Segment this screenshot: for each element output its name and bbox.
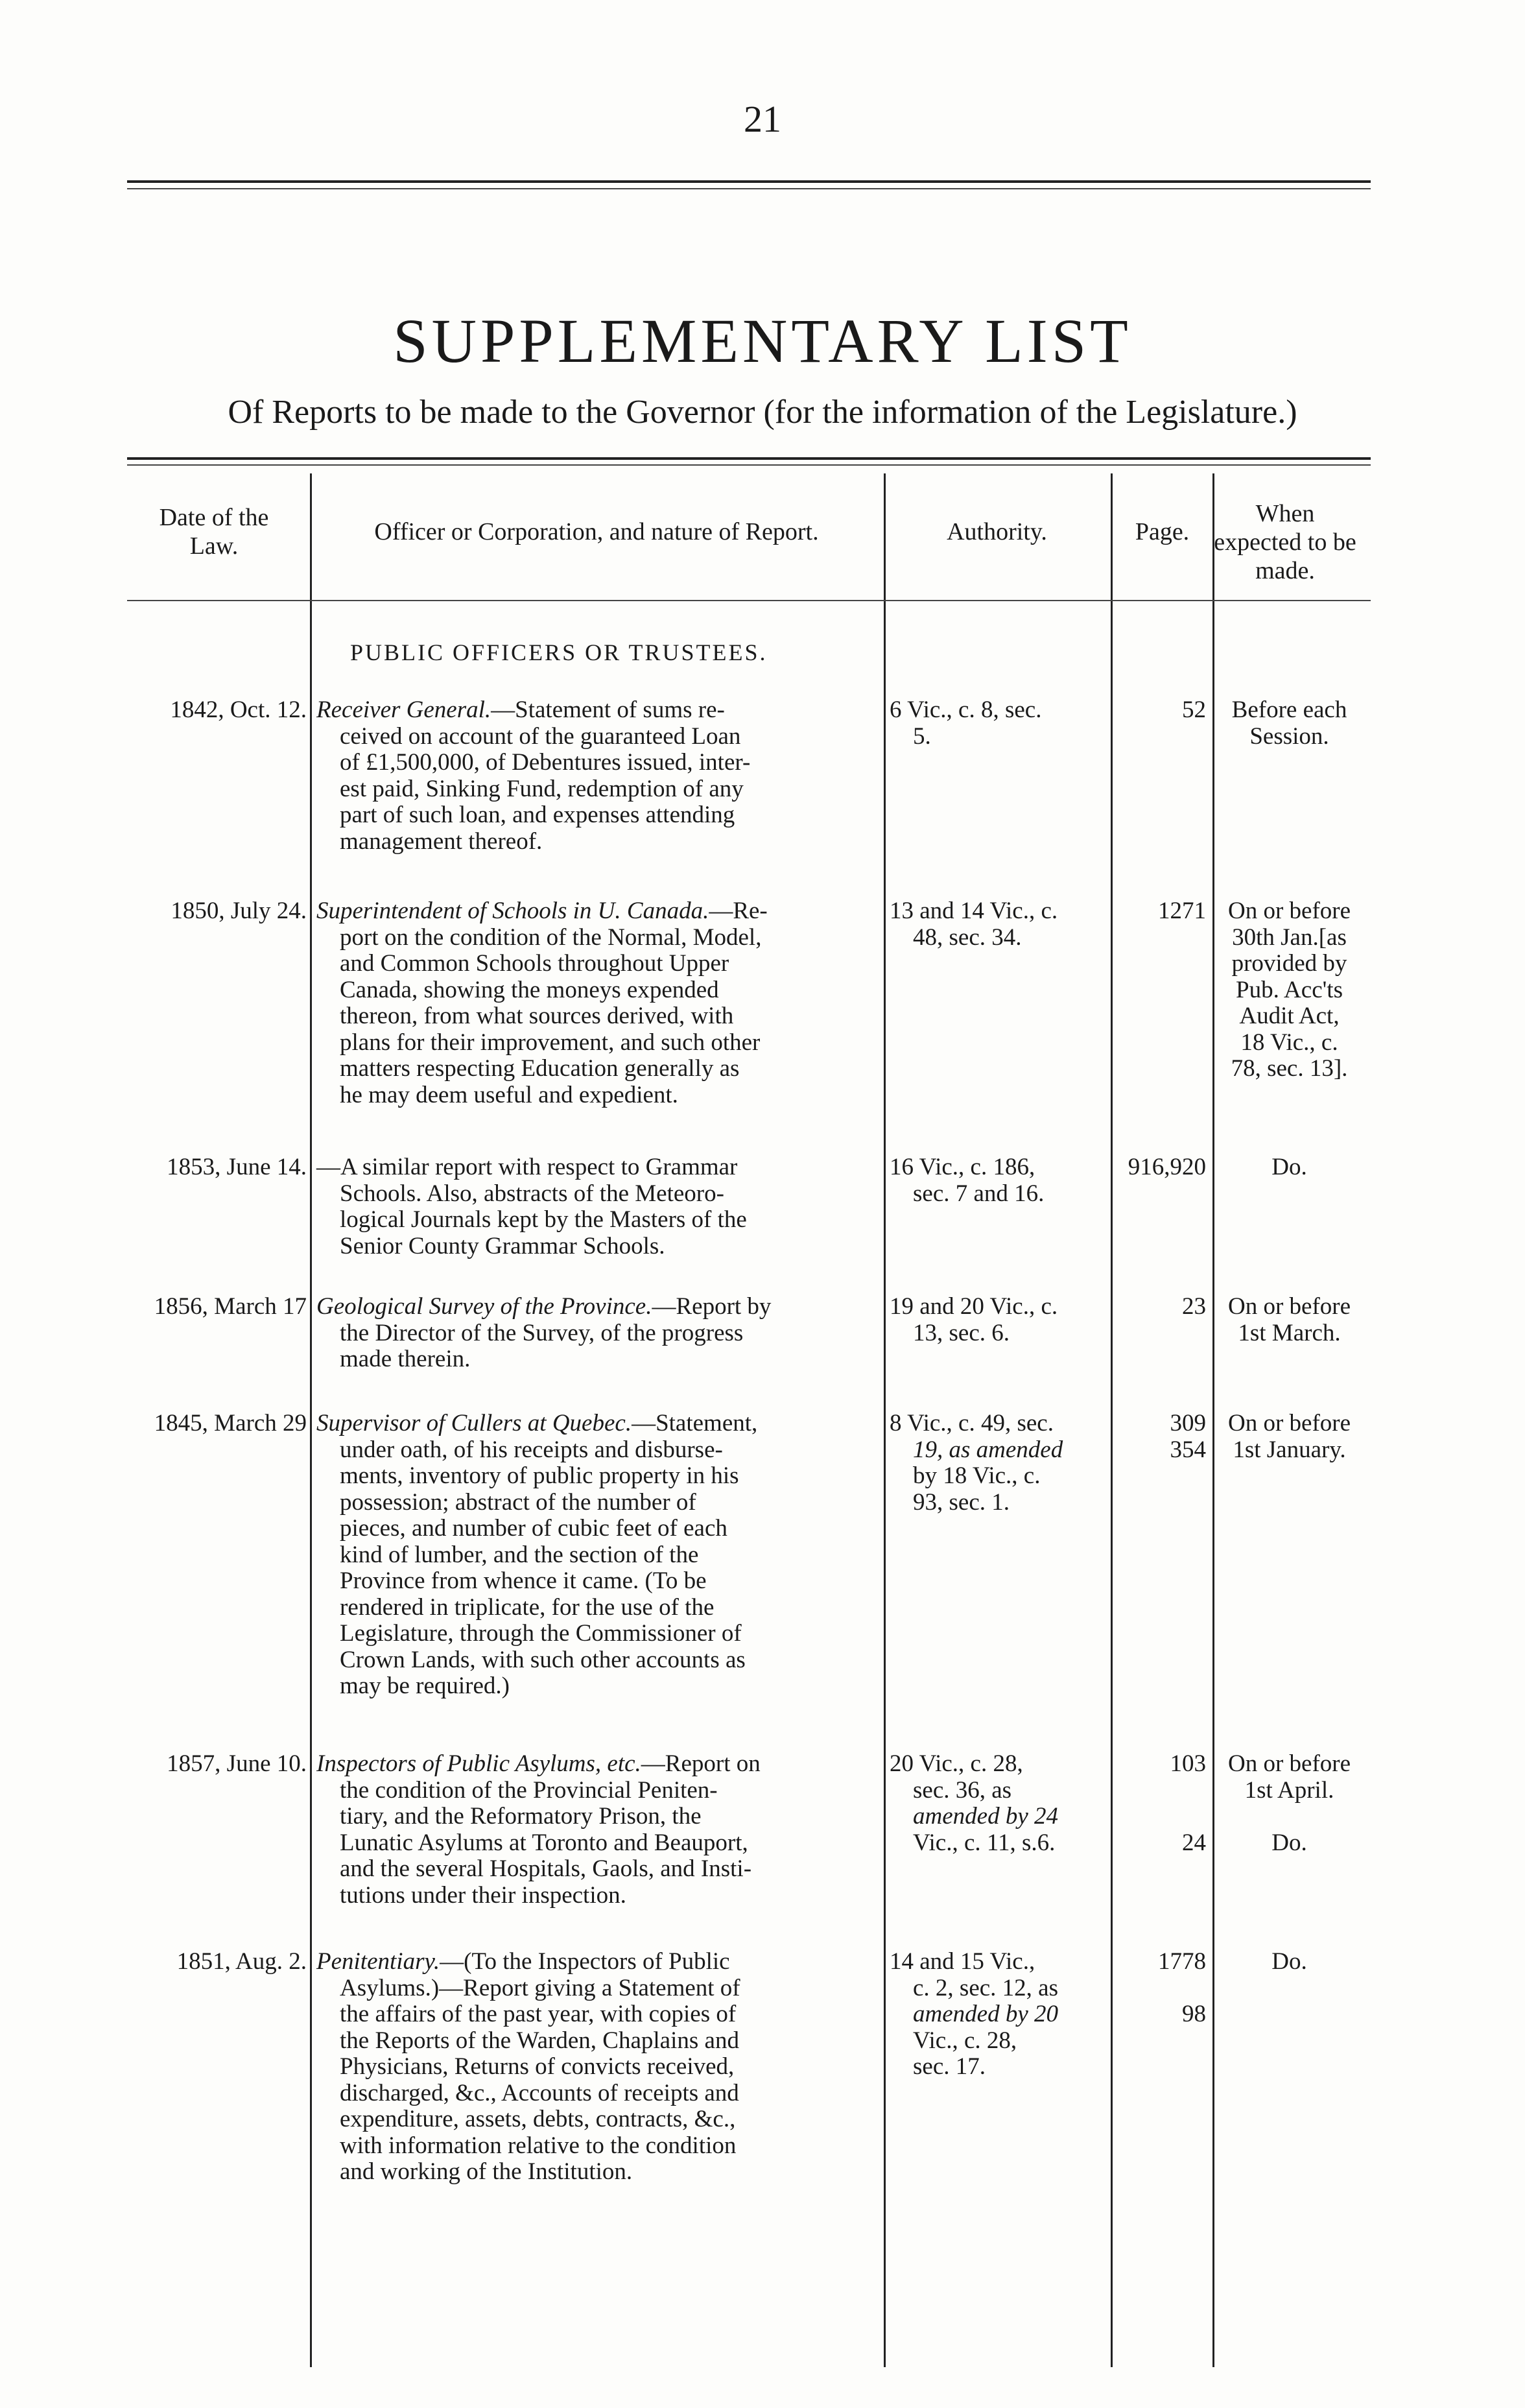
row-when: Do. [1271,1154,1307,1180]
row-page: 1778 98 [1158,1948,1206,2027]
row-authority: 8 Vic., c. 49, sec. 19, as amended by 18 Vic., c. 93, sec. 1. [890,1410,1063,1516]
row-date: 1857, June 10. [167,1750,307,1777]
row-page: 1271 [1158,898,1206,924]
officer-title: Penitentiary. [316,1948,440,1975]
row-page: 52 [1182,697,1206,723]
row-when: Before each Session. [1231,697,1347,750]
header-rule [127,600,1371,601]
row-authority: 16 Vic., c. 186, sec. 7 and 16. [890,1154,1045,1207]
row-officer: Supervisor of Cullers at Quebec.—Statement, under oath, of his receipts and disburse- ments, inventory of public property in his possession; abstract of the number of pieces, and number of cubic feet of each kind of lumber, and the section of the Province from whence it came. (To be rendered in triplicate, for the use of the Legislature, through the Commissioner of Crown Lands, with such other accounts as may be required.) [316,1410,758,1699]
header-page: Page. [1135,518,1190,545]
top-rule [127,180,1371,183]
officer-title: Inspectors of Public Asylums, etc. [316,1750,641,1777]
row-officer: Receiver General.—Statement of sums re- ceived on account of the guaranteed Loan of £1,500,000, of Debentures issued, inter- est paid, Sinking Fund, redemption of any part of such loan, and expenses attending management thereof. [316,697,751,855]
row-authority: 20 Vic., c. 28, sec. 36, as amended by 24 Vic., c. 11, s.6. [890,1750,1058,1856]
row-authority: 13 and 14 Vic., c. 48, sec. 34. [890,898,1058,951]
row-page: 309 354 [1170,1410,1206,1463]
row-page: 916,920 [1128,1154,1206,1180]
row-when: Do. [1271,1948,1307,1975]
row-page: 103 24 [1170,1750,1206,1856]
officer-title: Superintendent of Schools in U. Canada. [316,898,709,924]
row-date: 1850, July 24. [171,898,307,924]
row-date: 1842, Oct. 12. [170,697,307,723]
table-top-rule-thin [127,464,1371,466]
header-officer: Officer or Corporation, and nature of Report. [374,518,819,545]
row-officer: Superintendent of Schools in U. Canada.—Re- port on the condition of the Normal, Model, and Common Schools throughout Upper Canada, showing the moneys expended thereon, from what sources derived, with plans for their improvement, and such other matters respecting Education generally as he may deem useful and expedient. [316,898,768,1108]
row-authority: 19 and 20 Vic., c. 13, sec. 6. [890,1293,1058,1346]
document-subtitle: Of Reports to be made to the Governor (for the information of the Legislature.) [228,394,1297,431]
row-date: 1853, June 14. [167,1154,307,1180]
row-page: 23 [1182,1293,1206,1320]
row-when: On or before 1st April. Do. [1227,1750,1351,1856]
row-officer: Inspectors of Public Asylums, etc.—Report on the condition of the Provincial Peniten- tiary, and the Reformatory Prison, the Lunatic Asylums at Toronto and Beauport, and the several Hospitals, Gaols, and Insti- tutions under their inspection. [316,1750,761,1909]
row-date: 1851, Aug. 2. [176,1948,307,1975]
row-when: On or before 30th Jan.[as provided by Pub. Acc'ts Audit Act, 18 Vic., c. 78, sec. 13]. [1227,898,1351,1082]
row-when: On or before 1st March. [1227,1293,1351,1346]
header-when: When expected to be made. [1214,500,1356,584]
column-divider [884,473,886,2367]
row-officer: —A similar report with respect to Grammar Schools. Also, abstracts of the Meteoro- logical Journals kept by the Masters of the Senior County Grammar Schools. [316,1154,747,1259]
officer-title: Geological Survey of the Province. [316,1293,652,1320]
row-date: 1845, March 29 [154,1410,307,1436]
document-title: SUPPLEMENTARY LIST [393,306,1132,376]
top-rule-thin [127,188,1371,189]
column-divider [310,473,312,2367]
row-officer: Penitentiary.—(To the Inspectors of Public Asylums.)—Report giving a Statement of the affairs of the past year, with copies of the Reports of the Warden, Chaplains and Physicians, Returns of convicts received, discharged, &c., Accounts of receipts and expenditure, assets, debts, contracts, &c., with information relative to the condition and working of the Institution. [316,1948,740,2185]
officer-title: Receiver General. [316,697,491,723]
column-divider [1212,473,1214,2367]
row-when: On or before 1st January. [1227,1410,1351,1463]
officer-title: Supervisor of Cullers at Quebec. [316,1410,632,1436]
table-top-rule [127,457,1371,460]
row-authority: 6 Vic., c. 8, sec. 5. [890,697,1042,750]
section-heading: PUBLIC OFFICERS OR TRUSTEES. [350,639,768,665]
page-number: 21 [744,98,781,140]
row-officer: Geological Survey of the Province.—Report by the Director of the Survey, of the progress made therein. [316,1293,772,1372]
row-date: 1856, March 17 [154,1293,307,1320]
header-authority: Authority. [947,518,1047,545]
header-date: Date of the Law. [159,504,269,560]
row-authority: 14 and 15 Vic., c. 2, sec. 12, as amended by 20 Vic., c. 28, sec. 17. [890,1948,1058,2080]
